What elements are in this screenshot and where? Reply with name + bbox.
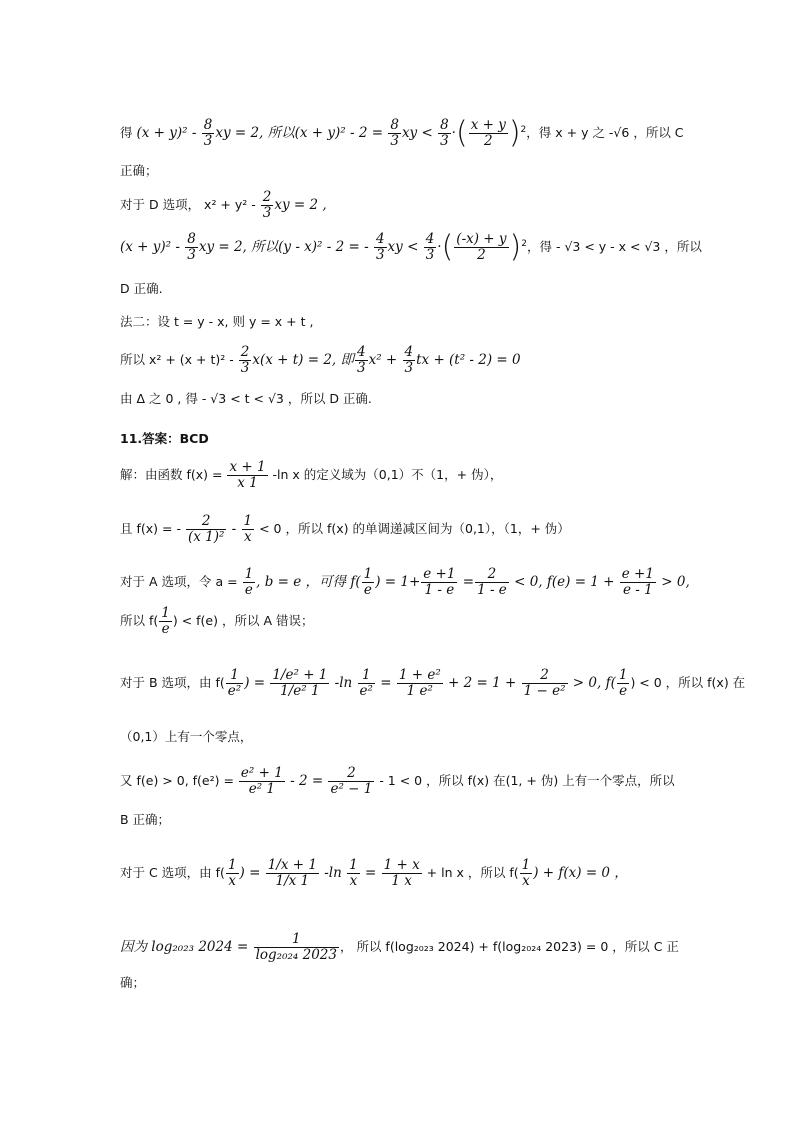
text: ， 所以 f(log₂₀₂₃ 2024) + f(log₂₀₂₄ 2023) = 0 ，所以 C 正 [339, 939, 679, 954]
fraction: $\frac{1}{x}$ [521, 857, 531, 889]
line-option-a [120, 566, 690, 598]
text: 解：由函数 f(x) = [120, 467, 227, 482]
line-c-correct: 确； [120, 975, 146, 990]
math: 因为 log₂₀₂₃ 2024 = [120, 939, 253, 955]
line-log [120, 932, 680, 963]
math: = [458, 574, 475, 590]
fraction: $\frac{1}{\text{log₂₀₂₄ 2023}}$ [255, 931, 337, 963]
math: -ln [319, 865, 347, 881]
math: xy = 2, 所以(x + y)² - 2 = [215, 125, 388, 141]
line-method-two: 法二：设 t = y - x, 则 y = x + t , [120, 314, 314, 329]
math: = [360, 865, 381, 881]
math: < 0, f(e) = 1 + [509, 574, 619, 590]
math: xy < [401, 125, 438, 141]
text: ) < f(e) ，所以 A 错误； [172, 613, 314, 628]
text: - 1 < 0 ，所以 f(x) 在(1, + 伪) 上有一个零点，所以 [375, 773, 675, 788]
fraction: $\frac{2}{\text{(x 1)²}}$ [187, 513, 225, 545]
fraction: $\frac{1 + x}{1 x}$ [383, 857, 420, 889]
line-zero-point: （0,1）上有一个零点， [120, 729, 253, 744]
fraction: $\frac{1}{x}$ [243, 513, 253, 545]
line-d-derivation: (x + y)² - $\frac{8}{3}$ xy = 2, 所以(y - x)² - 2 = - $\frac{4}{3}$ xy < $\frac{4}{3}$ ·( $\frac{(-x) + y}{2}$ )$^2$，得 - √3 < y - x < √3 ，所以 [120, 229, 702, 265]
fraction: $\frac{x + 1}{x 1}$ [229, 459, 266, 491]
text: 对于 D 选项， x² + y² - [120, 197, 260, 212]
math: (x + y)² - [136, 125, 201, 141]
fraction: $\frac{1}{x}$ [227, 857, 237, 889]
fraction: $\frac{4}{3}$ [404, 344, 414, 376]
math: xy = 2, 所以(y - x)² - 2 = - [198, 239, 373, 255]
line-c-derivation: 得 (x + y)² - $\frac{8}{3}$ xy = 2, 所以(x + y)² - 2 = $\frac{8}{3}$ xy < $\frac{8}{3}$ ·( $\frac{x + y}{2}$ )$^2$，得 x + y 之 -√6 ，所以 C [120, 115, 684, 151]
line-derivative [120, 514, 680, 545]
fraction: $\frac{2}{3}$ [240, 344, 250, 376]
fraction: $\frac{8}{3}$ [187, 231, 196, 263]
fraction: $\frac{\text{1 + e²}}{\text{1 e²}}$ [398, 667, 441, 699]
math: xy < [387, 239, 423, 255]
text: < 0 ，所以 f(x) 的单调递减区间为（0,1），（1，+ 伪） [255, 521, 570, 536]
math: · [451, 125, 456, 141]
math: · [437, 239, 442, 255]
line-domain [120, 460, 680, 491]
fraction: $\frac{2}{1 - e}$ [477, 566, 507, 598]
text: 得 [120, 125, 133, 140]
text: 所以 f( [120, 613, 159, 628]
text: -ln x 的定义域为（0,1）不（1，+ 伪）， [268, 467, 503, 482]
line-b-second [120, 766, 680, 797]
fraction: $\frac{1}{e}$ [161, 605, 170, 637]
text: 对于 C 选项，由 f( [120, 865, 225, 880]
line-option-b [120, 667, 746, 699]
fraction: $\frac{8}{3}$ [390, 117, 399, 149]
math: x(x + t) = 2, 即 [252, 352, 354, 368]
math: xy = 2 , [274, 197, 327, 213]
math: > 0, f( [568, 675, 616, 691]
line-d-correct: D 正确. [120, 281, 163, 296]
text: ，得 x + y 之 -√6 ，所以 C [526, 125, 684, 140]
math: (x + y)² - [120, 239, 185, 255]
fraction: $\frac{1}{e}$ [363, 566, 373, 598]
fraction: $\frac{1}{\text{e²}}$ [359, 667, 373, 699]
math: - 2 = [285, 773, 328, 789]
line-d-option [120, 190, 680, 221]
math: ) = [244, 675, 270, 691]
fraction: $\frac{e +1}{1 - e}$ [423, 566, 456, 598]
math: + 2 = 1 + [443, 675, 521, 691]
math: > 0, [656, 574, 690, 590]
math: ) + f(x) = 0 ， [533, 865, 628, 881]
fraction: $\frac{2}{\text{e² − 1}}$ [330, 765, 373, 797]
text: ) < 0 ，所以 f(x) 在 [630, 675, 746, 690]
fraction: $\frac{1}{e}$ [618, 667, 628, 699]
math: x² + [368, 352, 402, 368]
line-b-correct: B 正确； [120, 812, 171, 827]
math: ) = 1+ [375, 574, 421, 590]
line-method-two-eq [120, 345, 680, 376]
text: 所以 x² + (x + t)² - [120, 352, 238, 367]
line-correct: 正确； [120, 163, 158, 178]
line-option-c [120, 858, 680, 889]
fraction: $\frac{1}{\text{e²}}$ [227, 667, 242, 699]
answer-heading: 11.答案：BCD [120, 431, 209, 446]
fraction: $\frac{\text{e² + 1}}{\text{e² 1}}$ [240, 765, 283, 797]
fraction: $\frac{1/x + 1}{1/x 1}$ [267, 857, 317, 889]
fraction: $\frac{8}{3}$ [203, 117, 213, 149]
fraction: $\frac{1}{x}$ [349, 857, 358, 889]
fraction: $\frac{4}{3}$ [357, 344, 366, 376]
fraction: $\frac{(-x) + y}{2}$ [456, 231, 507, 263]
text: + ln x ，所以 f( [422, 865, 519, 880]
fraction: $\frac{8}{3}$ [440, 117, 449, 149]
text: 又 f(e) > 0, f(e²) = [120, 773, 238, 788]
fraction: $\frac{1}{e}$ [244, 566, 254, 598]
text: ，得 - √3 < y - x < √3 ，所以 [526, 239, 702, 254]
math: ) = [239, 865, 265, 881]
fraction: $\frac{2}{3}$ [262, 189, 272, 221]
text: 且 f(x) = - [120, 521, 185, 536]
fraction: $\frac{\text{1/e² + 1}}{\text{1/e² 1}}$ [272, 667, 328, 699]
math: - [227, 521, 241, 537]
fraction: $\frac{4}{3}$ [375, 231, 385, 263]
math: = [375, 675, 396, 691]
text: 对于 B 选项，由 f( [120, 675, 225, 690]
math: -ln [330, 675, 357, 691]
math: , b = e ，可得 f( [256, 574, 361, 590]
line-a-wrong [120, 606, 680, 637]
fraction: $\frac{2}{\text{1 − e²}}$ [523, 667, 566, 699]
text: 对于 A 选项，令 a = [120, 574, 242, 589]
fraction: $\frac{x + y}{2}$ [470, 117, 506, 149]
line-discriminant: 由 Δ 之 0 , 得 - √3 < t < √3 ，所以 D 正确. [120, 391, 372, 406]
fraction: $\frac{e +1}{e - 1}$ [621, 566, 654, 598]
fraction: $\frac{4}{3}$ [425, 231, 435, 263]
math: tx + (t² - 2) = 0 [416, 352, 521, 368]
